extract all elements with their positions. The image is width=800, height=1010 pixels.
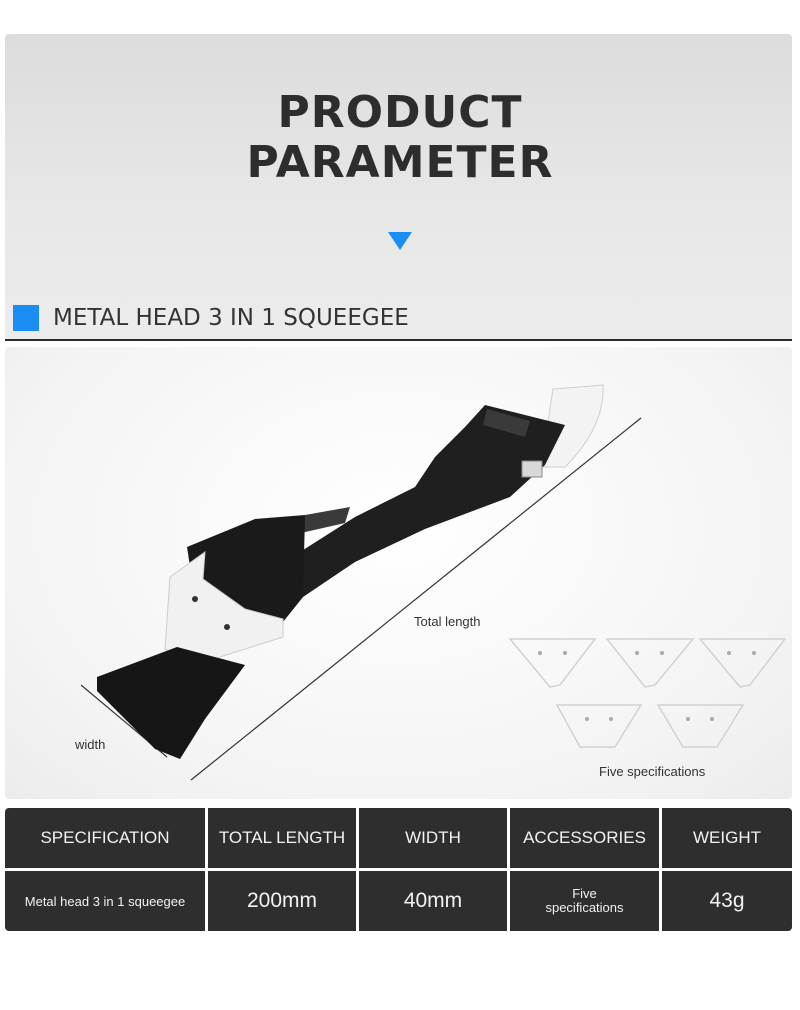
- page-title-line2: PARAMETER: [246, 137, 554, 188]
- metal-clip: [522, 461, 542, 477]
- down-arrow-icon: [388, 232, 412, 250]
- section-title: METAL HEAD 3 IN 1 SQUEEGEE: [53, 305, 409, 331]
- section-divider: [5, 339, 792, 341]
- cell-accessories-line2: specifications: [545, 900, 624, 915]
- cell-accessories: [510, 871, 659, 931]
- page-title-line1: PRODUCT: [277, 87, 523, 138]
- cell-accessories-line1: Five: [572, 886, 597, 901]
- spec-table: [5, 808, 792, 932]
- total-length-label: Total length: [414, 614, 481, 629]
- cell-width: 40mm: [359, 871, 507, 931]
- section-marker-icon: [13, 305, 39, 331]
- cell-total-length: 200mm: [208, 871, 356, 931]
- accessory-pads: [510, 639, 785, 747]
- cell-specification: Metal head 3 in 1 squeegee: [5, 871, 205, 931]
- header-accessories: ACCESSORIES: [510, 808, 659, 868]
- header-total-length: TOTAL LENGTH: [208, 808, 356, 868]
- table-row: [5, 871, 792, 931]
- header-width: WIDTH: [359, 808, 507, 868]
- table-header-row: [5, 808, 792, 868]
- header-specification: SPECIFICATION: [5, 808, 205, 868]
- product-image-panel: [5, 347, 792, 799]
- cell-weight: 43g: [662, 871, 792, 931]
- width-label: width: [75, 737, 106, 752]
- five-specs-label: Five specifications: [599, 764, 706, 779]
- scraper-blade: [97, 647, 245, 759]
- squeegee-illustration: [5, 347, 792, 799]
- header-weight: WEIGHT: [662, 808, 792, 868]
